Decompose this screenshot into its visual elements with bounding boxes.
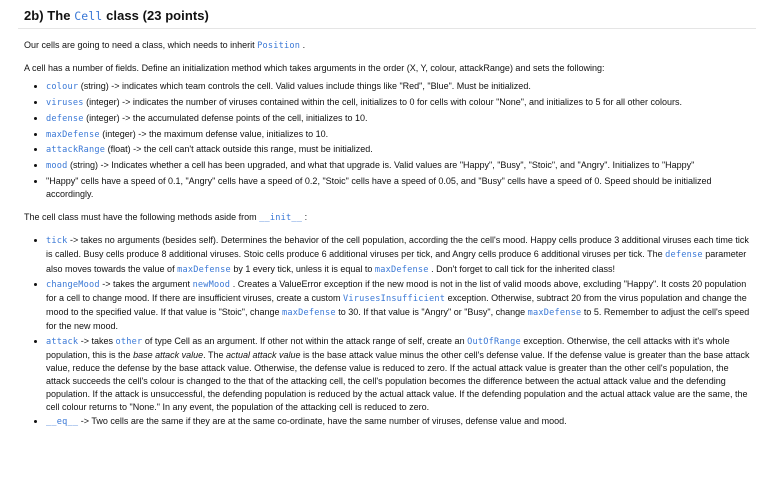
method-text: of type Cell as an argument. If other not within the attack range of self, create an: [142, 335, 468, 346]
method-text: to 30. If that value is "Angry" or "Busy", change: [335, 307, 528, 318]
method-text: is the base attack value minus the other cell's defense value. If the defense value is greater than the base attack value, reduce the defense by the base attack value. Otherwise, the defense value is reduced to zero. If the actual attack value is greater than the other cell's population, the attack succeeds the cell's colour is changed to the that of the attacking cell, the cell's population becomes the difference between the actual attack value and the defending population. If the attack is unsuccessful, the defending population is reduced by the actual attack value. If the defending population and the actual attack value are the same, the cell colour returns to "None." In any event, the population of the attacking cell is reduced to zero.: [46, 349, 750, 413]
field-item-colour: [46, 80, 754, 94]
inline-code: VirusesInsufficient: [342, 294, 446, 305]
field-code: maxDefense: [46, 129, 100, 140]
method-text: -> Two cells are the same if they are at the same co-ordinate, have the same number of viruses, defense value and mood.: [78, 416, 567, 427]
field-text: (integer) -> the maximum defense value, initializes to 10.: [99, 128, 329, 139]
intro-paragraph: [24, 39, 754, 53]
methods-intro-text: The cell class must have the following methods aside from: [24, 212, 260, 223]
method-text: -> takes the argument: [99, 278, 193, 289]
fields-intro-paragraph: A cell has a number of fields. Define an initialization method which takes arguments in the order (X, Y, colour, attackRange) and sets the following:: [24, 63, 605, 74]
field-item-mood: [46, 159, 754, 173]
emphasis-text: base attack value: [133, 349, 204, 360]
field-code: colour: [46, 82, 79, 93]
inline-code: maxDefense: [527, 308, 582, 319]
methods-intro-end: :: [302, 212, 308, 223]
field-item-attackrange: [46, 143, 754, 157]
section-heading: [24, 6, 754, 30]
inline-code: defense: [665, 250, 703, 261]
method-text: exception. Otherwise, the cell attacks with it's whole population, this is the: [46, 335, 730, 360]
method-item-tick: [46, 234, 754, 277]
method-text: by 1 every tick, unless it is equal to: [230, 263, 375, 274]
inline-code: maxDefense: [282, 308, 336, 319]
inline-code: maxDefense: [374, 264, 429, 275]
heading-suffix: class (23 points): [102, 8, 209, 23]
method-text: -> takes: [78, 335, 116, 346]
method-code: attack: [46, 336, 79, 347]
field-code: defense: [46, 113, 84, 124]
method-item-changemood: [46, 278, 754, 334]
field-item-viruses: [46, 96, 754, 110]
method-text: to 5. Remember to adjust the cell's speed for the new mood.: [46, 307, 750, 332]
heading-code: Cell: [74, 9, 103, 23]
field-item-maxdefense: [46, 128, 754, 142]
inline-code: maxDefense: [177, 264, 231, 275]
method-code: changeMood: [46, 279, 100, 290]
methods-list: [24, 234, 754, 429]
fields-list: [24, 80, 754, 201]
method-item-attack: [46, 335, 754, 415]
method-text: . The: [203, 349, 226, 360]
field-item-defense: [46, 112, 754, 126]
field-text: (integer) -> indicates the number of viruses contained within the cell, initializes to 0 for cells with colour "None", and initializes to 5 for all other colours.: [83, 97, 683, 108]
field-text: (string) -> Indicates whether a cell has been upgraded, and what that upgrade is. Valid values are "Happy", "Busy", "Stoic", and "Angry". Initializes to "Happy": [67, 159, 695, 170]
method-text: parameter also moves towards the value of: [46, 249, 747, 274]
emphasis-text: actual attack value: [225, 349, 301, 360]
field-code: attackRange: [46, 145, 106, 156]
method-item-eq: [46, 415, 754, 429]
heading-divider: [18, 28, 756, 29]
method-text: -> takes no arguments (besides self). Determines the behavior of the cell population, according the the cell's mood. Happy cells produce 3 additional viruses each time tick is called. Busy cells produce 8 additional viruses. Stoic cells produce 6 additional viruses per tick, and Angry cells produce 6 additional viruses per tick. The: [46, 235, 749, 260]
method-code: __eq__: [46, 417, 79, 428]
speed-note-item: • "Happy" cells have a speed of 0.1, "Angry" cells have a speed of 0.2, "Stoic" cells have a speed of 0.05, and "Busy" cells have a speed of 0. Speed should be initialized accordingly.: [46, 175, 754, 201]
method-text: exception. Otherwise, subtract 20 from the virus population and change the mood to the specified value. If that value is "Stoic", change: [46, 293, 747, 318]
method-text: . Don't forget to call tick for the inherited class!: [428, 263, 615, 274]
inherit-code: Position: [257, 41, 301, 51]
methods-intro-paragraph: [24, 211, 754, 225]
field-text: (string) -> indicates which team controls the cell. Valid values include things like "Red", "Blue". Must be initialized.: [78, 81, 531, 92]
intro-text: Our cells are going to need a class, which needs to inherit: [24, 40, 258, 50]
method-code: tick: [46, 236, 68, 247]
method-text: . Creates a ValueError exception if the new mood is not in the list of valid moods above, excluding "Happy". It costs 20 population for a cell to change mood. If there are insufficient viruses, create a custom: [46, 278, 747, 304]
field-text: (integer) -> the accumulated defense points of the cell, initializes to 10.: [83, 112, 368, 123]
intro-end: .: [300, 40, 306, 50]
inline-code: newMood: [192, 279, 231, 290]
field-text: (float) -> the cell can't attack outside this range, must be initialized.: [105, 144, 373, 155]
field-code: mood: [46, 160, 68, 171]
inline-code: OutOfRange: [467, 336, 521, 347]
field-code: viruses: [46, 98, 84, 109]
init-code: __init__: [259, 213, 303, 224]
inline-code: other: [115, 336, 143, 347]
heading-prefix: 2b) The: [24, 8, 75, 23]
